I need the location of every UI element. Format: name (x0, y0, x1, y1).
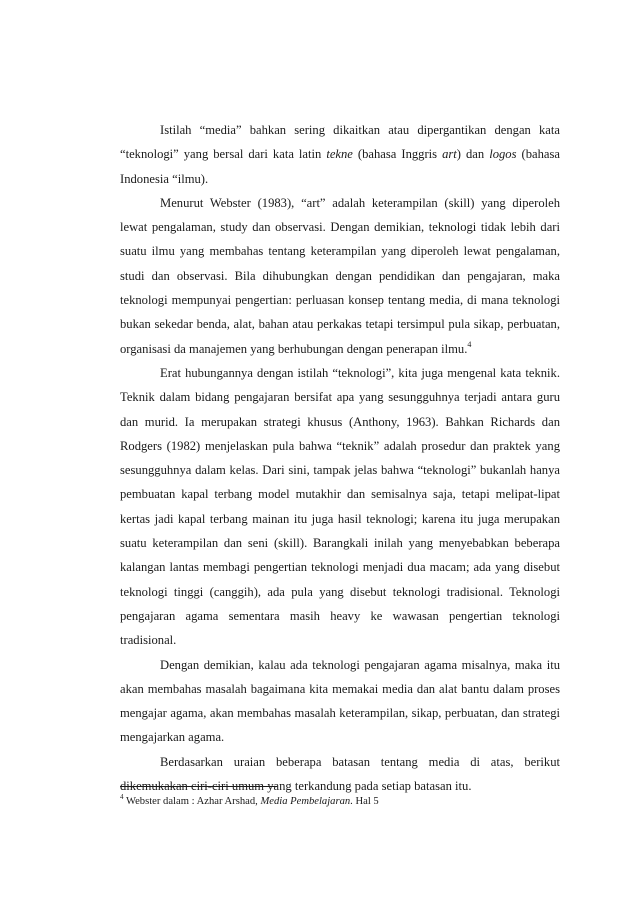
term-art: art (442, 147, 457, 162)
footnote: $^4$ Webster dalam : Azhar Arshad, Media Pembelajaran. Hal 5 (120, 793, 379, 807)
footnote-reference: 4 (467, 339, 472, 349)
paragraph-webster: Menurut Webster (1983), “art” adalah keterampilan (skill) yang diperoleh lewat pengalaman, study dan observasi. Dengan demikian, teknologi tidak lebih dari suatu ilmu yang membahas tentang keterampilan yang diperoleh lewat pengalaman, studi dan observasi. Bila dihubungkan dengan pendidikan dan pengajaran, maka teknologi mempunyai pengertian: perluasan konsep tentang media, di mana teknologi bukan sekedar benda, alat, bahan atau perkakas tetapi tersimpul pula sikap, perbuatan, organisasi da manajemen yang berhubungan dengan penerapan ilmu.$^4$ (120, 195, 560, 356)
footnote-book-title: Media Pembelajaran (260, 796, 351, 807)
footnote-separator (120, 786, 277, 787)
term-logos: logos (489, 147, 517, 162)
term-tekne: tekne (326, 147, 353, 162)
paragraph-media-definition: Istilah “media” bahkan sering dikaitkan atau dipergantikan dengan kata “teknologi” yang bersal dari kata latin tekne (bahasa Inggris art) dan logos (bahasa Indonesia “ilmu). (120, 123, 560, 186)
paragraph-teknik: Erat hubungannya dengan istilah “teknologi”, kita juga mengenal kata teknik. Teknik dalam bidang pengajaran bersifat apa yang sesungguhnya terjadi antara guru dan murid. Ia merupakan strategi khusus (Anthony, 1963). Bahkan Richards dan Rodgers (1982) menjelaskan pula bahwa “teknik” adalah prosedur dan praktek yang sesungguhnya dalam kelas. Dari sini, tampak jelas bahwa “teknologi” bukanlah hanya pembuatan kapal terbang model mutakhir dan semisalnya saja, tetapi melipat-lipat kertas jadi kapal terbang mainan itu juga hasil teknologi; karena itu juga merupakan suatu keterampilan dan seni (skill). Barangkali inilah yang menyebabkan beberapa kalangan lantas membagi pengertian teknologi menjadi dua macam; ada yang disebut teknologi tinggi (canggih), ada pula yang disebut teknologi tradisional. Teknologi pengajaran agama sementara masih heavy ke wawasan pengertian teknologi tradisional. (120, 365, 560, 648)
footnote-number: 4 (120, 793, 124, 801)
paragraph-teknologi-pengajaran: Dengan demikian, kalau ada teknologi pengajaran agama misalnya, maka itu akan membahas masalah bagaimana kita memakai media dan alat bantu dalam proses mengajar agama, akan membahas masalah keterampilan, sikap, perbuatan, dan strategi mengajarkan agama. (120, 657, 560, 745)
paragraph-conclusion: Berdasarkan uraian beberapa batasan tentang media di atas, berikut dikemukakan ciri-ciri umum yang terkandung pada setiap batasan itu. (120, 754, 560, 794)
body-text (120, 118, 560, 798)
